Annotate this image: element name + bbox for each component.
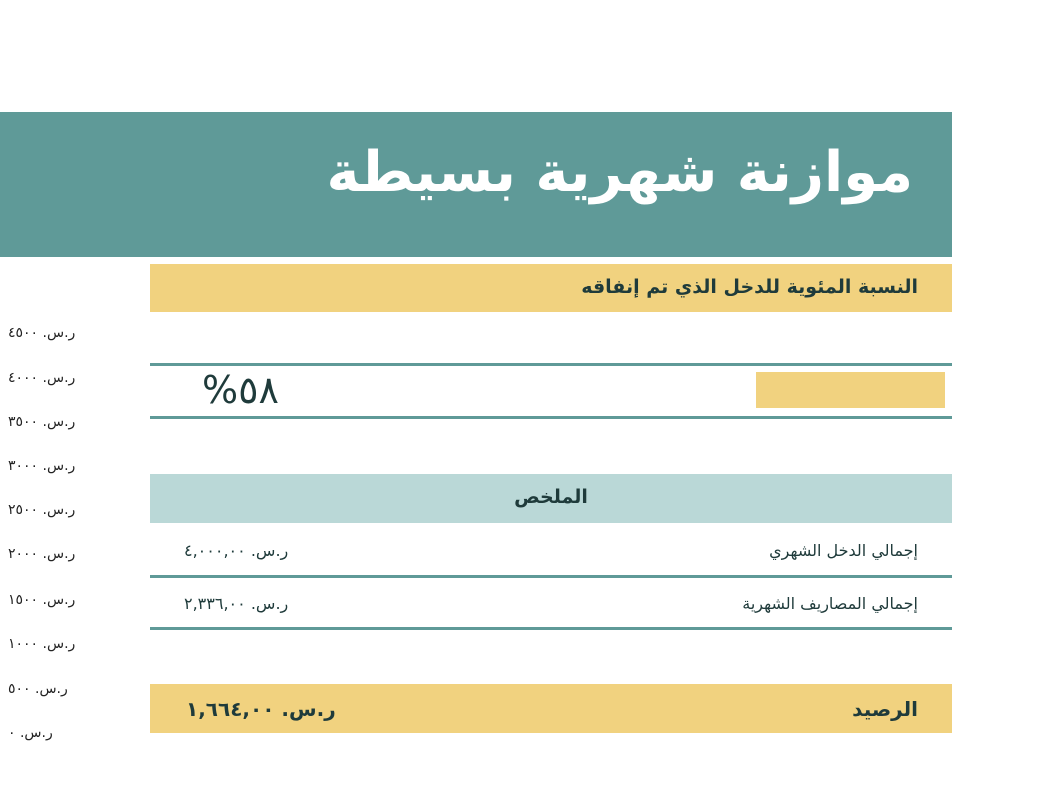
total-expenses-label: إجمالي المصاريف الشهرية (742, 594, 918, 613)
summary-title: الملخص (514, 486, 588, 508)
divider-line (150, 627, 952, 630)
page-title: موازنة شهرية بسيطة (326, 140, 913, 205)
axis-tick-label: ر.س. ٥٠٠ (8, 681, 68, 697)
axis-tick-label: ر.س. ١٥٠٠ (8, 592, 76, 608)
percent-spent-bar (619, 372, 945, 408)
percent-spent-label: النسبة المئوية للدخل الذي تم إنفاقه (581, 276, 918, 298)
axis-tick-label: ر.س. ١٠٠٠ (8, 636, 76, 652)
balance-value: ر.س. ١,٦٦٤,٠٠ (186, 697, 336, 721)
axis-tick-label: ر.س. ٠ (8, 725, 53, 741)
total-income-value: ر.س. ٤,٠٠٠,٠٠ (184, 541, 289, 560)
axis-tick-label: ر.س. ٤٥٠٠ (8, 325, 76, 341)
divider-line (150, 363, 952, 366)
axis-tick-label: ر.س. ٢٥٠٠ (8, 502, 76, 518)
balance-label: الرصيد (852, 697, 918, 721)
divider-line (150, 416, 952, 419)
percent-spent-bar-fill (756, 372, 945, 408)
axis-tick-label: ر.س. ٢٠٠٠ (8, 546, 76, 562)
total-expenses-value: ر.س. ٢,٣٣٦,٠٠ (184, 594, 289, 613)
axis-tick-label: ر.س. ٤٠٠٠ (8, 370, 76, 386)
axis-tick-label: ر.س. ٣٠٠٠ (8, 458, 76, 474)
percent-spent-value: %٥٨ (202, 368, 279, 412)
total-income-label: إجمالي الدخل الشهري (769, 541, 918, 560)
axis-tick-label: ر.س. ٣٥٠٠ (8, 414, 76, 430)
divider-line (150, 575, 952, 578)
